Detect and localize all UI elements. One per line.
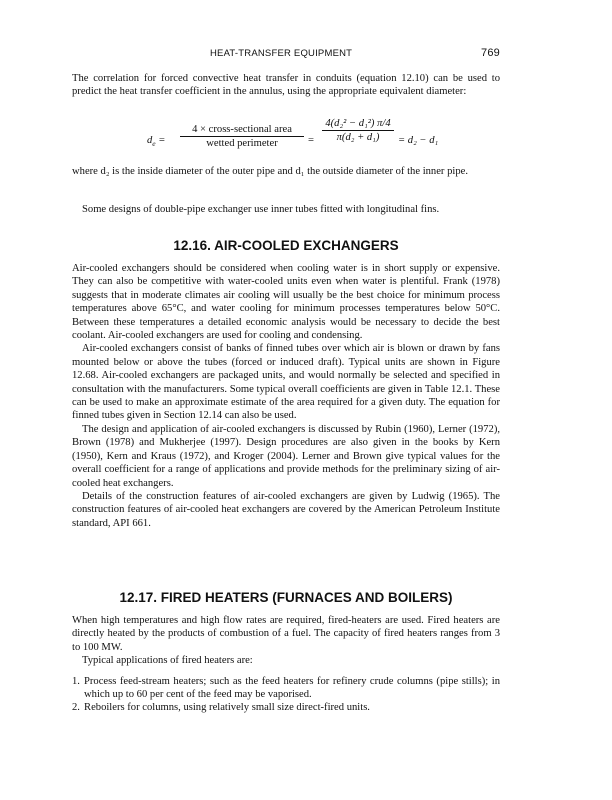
eq-lhs: $d_e$ =: [147, 135, 166, 149]
section-12-16-paragraph: Air-cooled exchangers should be considered when cooling water is in short supply or expensive. They can also be competitive with water-cooled units even when water is plentiful. Frank (1978) suggests that in moderate climates air cooling will usually be the best choice for minimum process temperatures above 65°C, and water cooling for minimum processes temperatures below 50°C. Between these temperatures a detailed economic analysis would be necessary to decide the best coolant. Air-cooled exchangers are used for cooling and condensing.: [72, 263, 500, 342]
section-12-17-paragraph: Typical applications of fired heaters are:: [82, 655, 253, 667]
section-heading-12-16: 12.16. AIR-COOLED EXCHANGERS: [173, 238, 399, 253]
list-item-number: 1.: [72, 675, 80, 687]
eq-fraction-1: [180, 124, 304, 149]
running-head: [72, 48, 500, 62]
page-number: 769: [481, 47, 500, 59]
section-12-17: [72, 590, 500, 715]
section-12-16-paragraph: Details of the construction features of air-cooled exchangers are given by Ludwig (1965). The construction features of air-cooled heat exchangers are covered by the American Petroleum Institute standard, API 661.: [72, 490, 500, 529]
intro-text-1: The correlation for forced convective heat transfer in conduits (equation 12.10) can be used to predict the heat transfer coefficient in the annulus, using the appropriate equivalent diameter:: [72, 73, 500, 98]
equivalent-diameter-equation: $d_e$ = 4 × cross-sectional area wetted perimeter = $\frac{\text{4(d₂² − d₁²) π/4}}{\text{π(d₂ + d₁)}}$ = d₂ − d₁: [147, 118, 439, 149]
fired-heater-applications-list: [72, 675, 500, 715]
list-item-text: Process feed-stream heaters; such as the feed heaters for refinery crude columns (pipe stills); in which up to 60 per cent of the feed may be vaporised.: [84, 675, 500, 701]
intro-paragraph-3: [72, 203, 500, 216]
list-item-text: Reboilers for columns, using relatively small size direct-fired units.: [84, 702, 370, 714]
intro-text-3: Some designs of double-pipe exchanger use inner tubes fitted with longitudinal fins.: [82, 204, 440, 215]
eq-rhs: = d₂ − d₁: [398, 135, 439, 146]
running-title: HEAT-TRANSFER EQUIPMENT: [210, 48, 353, 59]
eq-frac2-denominator: π(d₂ + d₁): [336, 132, 380, 143]
eq-frac1-denominator: wetted perimeter: [206, 138, 278, 149]
list-item: [72, 675, 500, 702]
eq-frac1-numerator: 4 × cross-sectional area: [180, 124, 304, 137]
intro-paragraph-2: [72, 165, 500, 178]
list-item: [72, 701, 500, 714]
section-12-17-paragraph: When high temperatures and high flow rates are required, fired-heaters are used. Fired heaters are directly heated by the products of combustion of a fuel. The capacity of fired heaters ranges from 3 to 100 MW.: [72, 615, 500, 653]
intro-text-2: where d₂ is the inside diameter of the outer pipe and d₁ the outside diameter of the inner pipe.: [72, 166, 468, 177]
eq-frac2-numerator: 4(d₂² − d₁²) π/4: [322, 118, 394, 131]
list-item-number: 2.: [72, 702, 80, 714]
intro-paragraph-1: [72, 72, 500, 99]
section-12-16-paragraph: The design and application of air-cooled exchangers is discussed by Rubin (1960), Lerner (1972), Brown (1978) and Mukherjee (1997). Design procedures are also given in the books by Kern (1950), Kern and Kraus (1972), and Kroger (2004). Lerner and Brown give typical values for the overall coefficient for a range of applications and provide methods for the preliminary sizing of air-cooled heat exchangers.: [72, 423, 500, 489]
section-12-16: [72, 238, 500, 530]
section-heading-12-17: 12.17. FIRED HEATERS (FURNACES AND BOILERS): [119, 590, 453, 605]
eq-fraction-2: [322, 118, 394, 143]
section-12-16-paragraph: Air-cooled exchangers consist of banks of finned tubes over which air is blown or drawn by fans mounted below or above the tubes (forced or induced draft). Typical units are shown in Figure 12.68. Air-cooled exchangers are packaged units, and would normally be selected and specified in consultation with the manufacturers. Some typical overall coefficients are given in Table 12.1. These can be used to make an approximate estimate of the area required for a given duty. The equation for finned tubes given in Section 12.14 can also be used.: [72, 343, 500, 422]
